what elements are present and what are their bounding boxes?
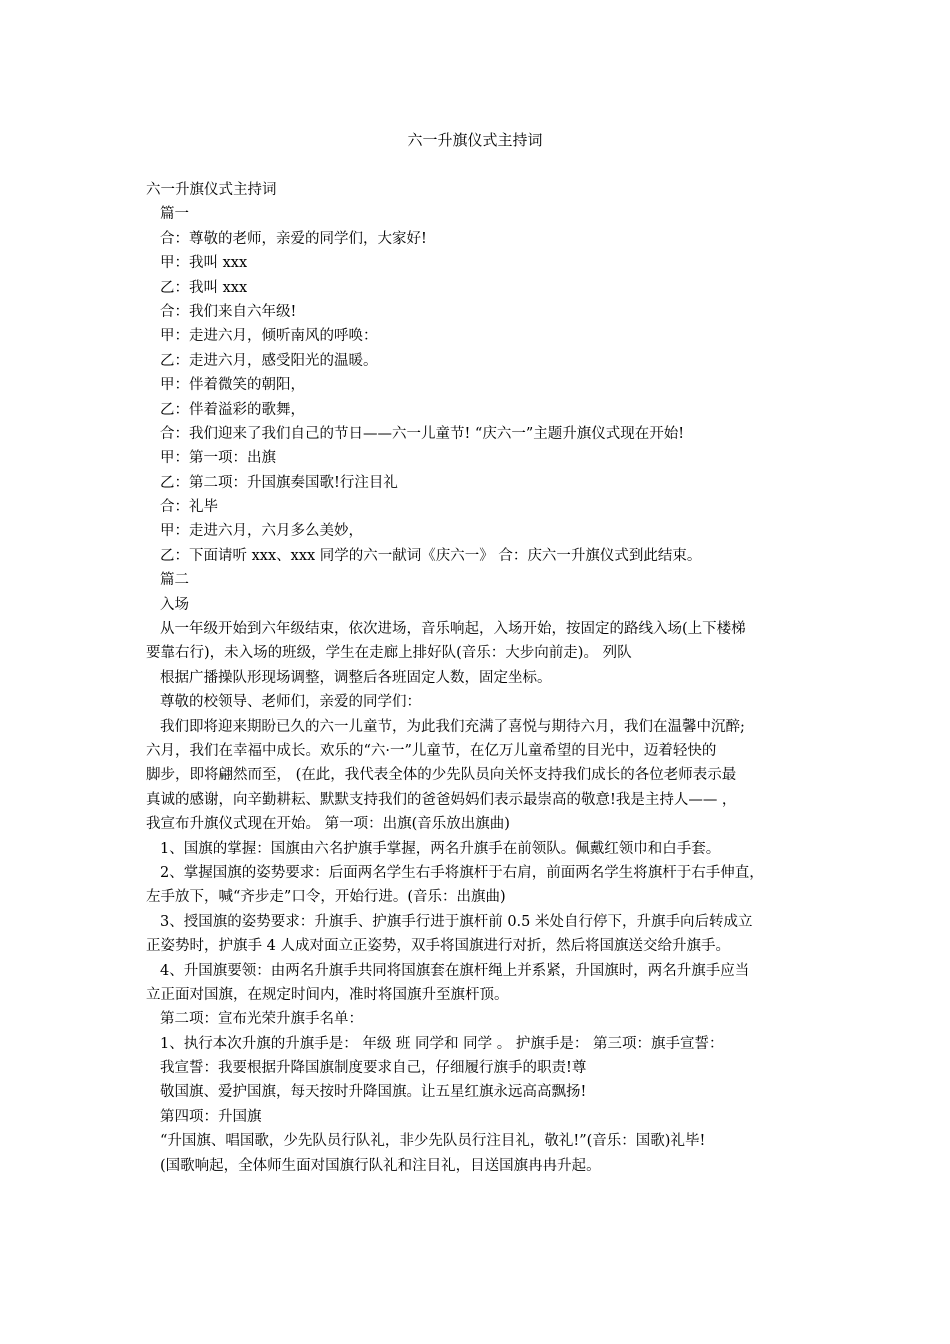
text-line: 甲：走进六月，六月多么美妙， [160, 523, 363, 540]
text-line: 立正面对国旗，在规定时间内，准时将国旗升至旗杆顶。 [146, 986, 509, 1003]
text-line: 第四项：升国旗 [160, 1108, 262, 1125]
text-line: 1、国旗的掌握：国旗由六名护旗手掌握，两名升旗手在前领队。佩戴红领巾和白手套。 [160, 840, 721, 857]
text-line: 从一年级开始到六年级结束，依次进场，音乐响起，入场开始，按固定的路线入场(上下楼梯 [160, 621, 746, 638]
text-line: 我们即将迎来期盼已久的六一儿童节，为此我们充满了喜悦与期待六月，我们在温馨中沉醉; [160, 718, 745, 735]
document-title: 六一升旗仪式主持词 [407, 131, 543, 149]
text-line: 甲：伴着微笑的朝阳， [160, 377, 305, 394]
text-line: 脚步，即将翩然而至， (在此，我代表全体的少先队员向关怀支持我们成长的各位老师表示最 [146, 767, 737, 784]
text-line: 敬国旗、爱护国旗，每天按时升降国旗。让五星红旗永远高高飘扬! [160, 1084, 587, 1101]
text-line: “升国旗、唱国歌，少先队员行队礼，非少先队员行注目礼，敬礼!”(音乐：国歌)礼毕! [160, 1133, 706, 1150]
text-line: (国歌响起，全体师生面对国旗行队礼和注目礼，目送国旗冉冉升起。 [160, 1157, 601, 1174]
text-line: 正姿势时，护旗手 4 人成对面立正姿势，双手将国旗进行对折，然后将国旗送交给升旗手。 [146, 938, 730, 955]
text-line: 合：尊敬的老师，亲爱的同学们，大家好! [160, 230, 427, 247]
text-line: 左手放下，喊“齐步走”口令，开始行进。(音乐：出旗曲) [146, 889, 506, 906]
text-line: 合：我们来自六年级! [160, 303, 297, 320]
text-line: 合：礼毕 [160, 499, 218, 516]
text-line: 要靠右行)，未入场的班级，学生在走廊上排好队(音乐：大步向前走)。 列队 [146, 645, 632, 662]
text-line: 六月，我们在幸福中成长。欢乐的“六·一”儿童节，在亿万儿童希望的目光中，迈着轻快的 [146, 742, 717, 759]
text-line: 合：我们迎来了我们自己的节日——六一儿童节! “庆六一”主题升旗仪式现在开始! [160, 425, 685, 442]
text-line: 乙：下面请听 xxx、xxx 同学的六一献词《庆六一》 合：庆六一升旗仪式到此结束。 [160, 547, 702, 564]
text-line: 甲：走进六月，倾听南风的呼唤： [160, 328, 378, 345]
text-line: 乙：我叫 xxx [160, 279, 248, 296]
text-line: 2、掌握国旗的姿势要求：后面两名学生右手将旗杆于右肩，前面两名学生将旗杆于右手伸直， [160, 864, 764, 881]
text-line: 真诚的感谢，向辛勤耕耘、默默支持我们的爸爸妈妈们表示最崇高的敬意!我是主持人—— ， [146, 791, 737, 808]
text-line: 入场 [160, 596, 189, 613]
text-line: 3、授国旗的姿势要求：升旗手、护旗手行进于旗杆前 0.5 米处自行停下，升旗手向后转成立 [160, 913, 753, 930]
text-line: 乙：第二项：升国旗奏国歌!行注目礼 [160, 474, 398, 491]
text-line: 甲：第一项：出旗 [160, 450, 276, 467]
text-line: 尊敬的校领导、老师们，亲爱的同学们： [160, 694, 421, 711]
text-line: 篇一 [160, 206, 189, 223]
text-line: 篇二 [160, 572, 189, 589]
text-line: 六一升旗仪式主持词 [146, 182, 277, 198]
text-line: 乙：伴着溢彩的歌舞， [160, 401, 305, 418]
text-line: 1、执行本次升旗的升旗手是： 年级 班 同学和 同学 。 护旗手是： 第三项：旗手宣誓： [160, 1035, 724, 1052]
text-line: 我宣布升旗仪式现在开始。 第一项：出旗(音乐放出旗曲) [146, 816, 510, 833]
text-line: 乙：走进六月，感受阳光的温暖。 [160, 352, 378, 369]
text-line: 根据广播操队形现场调整，调整后各班固定人数，固定坐标。 [160, 669, 552, 686]
document-body [146, 178, 818, 1178]
text-line: 第二项：宣布光荣升旗手名单： [160, 1011, 363, 1028]
text-line: 甲：我叫 xxx [160, 255, 248, 272]
text-line: 我宣誓：我要根据升降国旗制度要求自己，仔细履行旗手的职责!尊 [160, 1060, 587, 1077]
text-line: 4、升国旗要领：由两名升旗手共同将国旗套在旗杆绳上并系紧，升国旗时，两名升旗手应当 [160, 962, 750, 979]
